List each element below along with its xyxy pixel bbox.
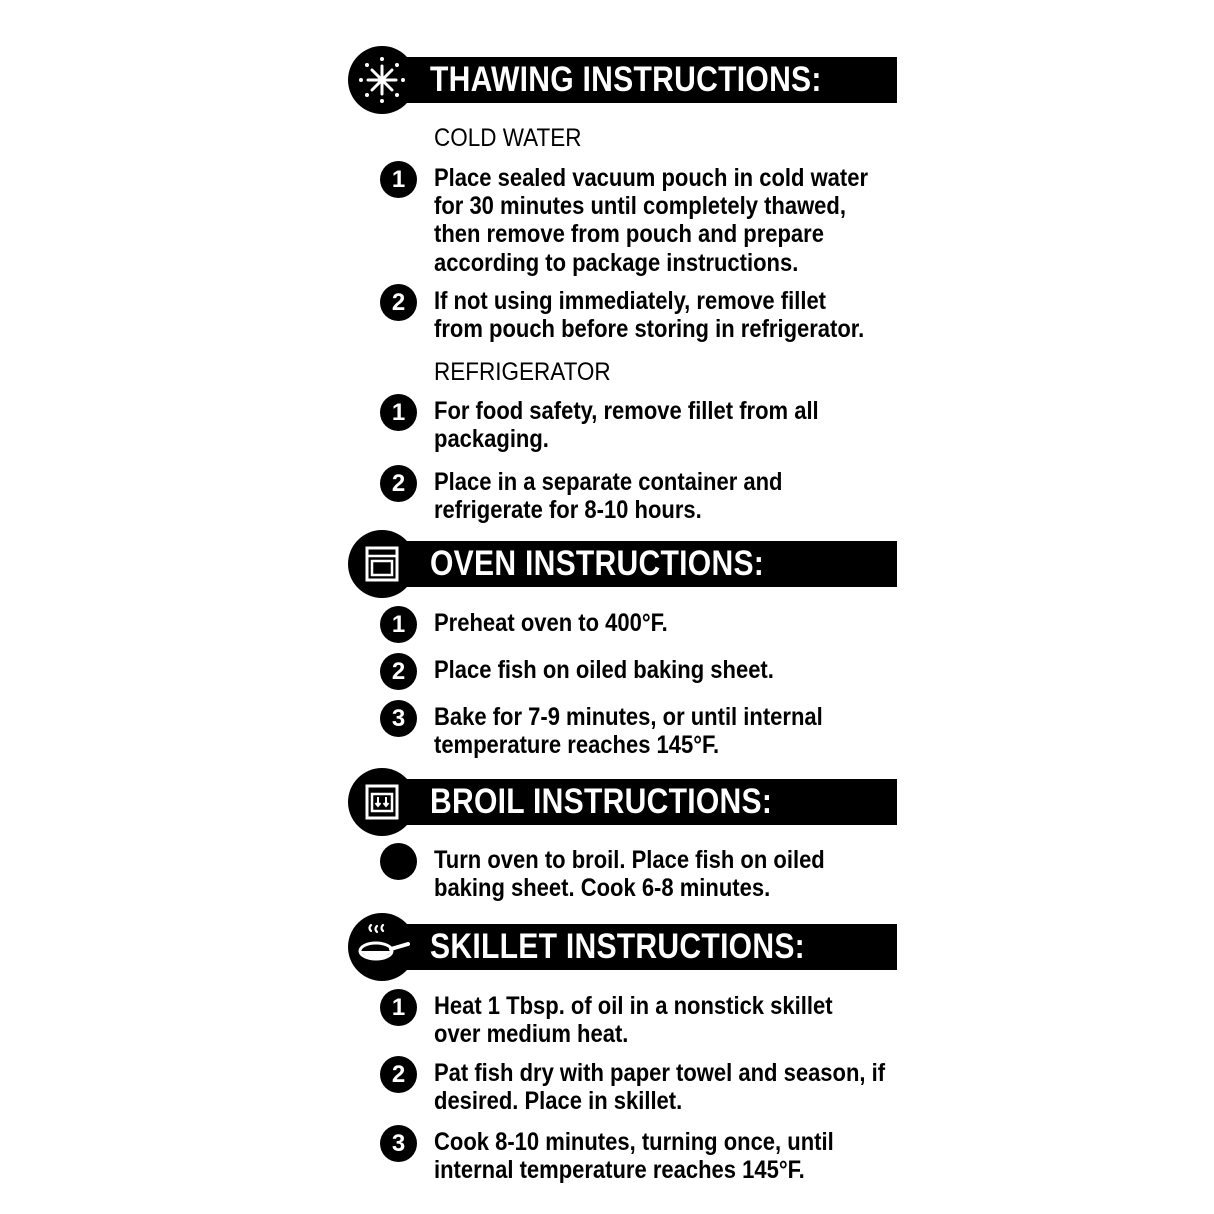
- refrigerator-step-1-text: For food safety, remove fillet from all packaging.: [434, 397, 819, 454]
- refrigerator-step-1-number: 1: [380, 394, 417, 431]
- refrigerator-step-2-text: Place in a separate container and refrigerate for 8-10 hours.: [434, 468, 783, 525]
- cold-water-step-1-number: 1: [380, 161, 417, 198]
- skillet-step-1-text: Heat 1 Tbsp. of oil in a nonstick skillet over medium heat.: [434, 992, 833, 1049]
- thawing-title: THAWING INSTRUCTIONS:: [430, 60, 822, 99]
- broiler-icon: [361, 781, 403, 823]
- skillet-badge: [348, 913, 416, 981]
- cold-water-step-1-text: Place sealed vacuum pouch in cold water for 30 minutes until completely thawed, then remove from pouch and prepare according to package instructions.: [434, 164, 869, 277]
- skillet-icon: [354, 922, 410, 972]
- cold-water-step-2-text: If not using immediately, remove fillet from pouch before storing in refrigerator.: [434, 287, 865, 344]
- broil-title: BROIL INSTRUCTIONS:: [430, 782, 773, 821]
- skillet-step-3-number: 3: [380, 1125, 417, 1162]
- cold-water-step-2-number: 2: [380, 284, 417, 321]
- broil-badge: [348, 768, 416, 836]
- skillet-step-3-text: Cook 8-10 minutes, turning once, until internal temperature reaches 145°F.: [434, 1128, 834, 1185]
- oven-icon: [361, 543, 403, 585]
- broil-step-bullet: [380, 843, 417, 880]
- snowflake-icon: [357, 55, 407, 105]
- oven-step-3-number: 3: [380, 700, 417, 737]
- refrigerator-step-2-number: 2: [380, 465, 417, 502]
- oven-step-2-text: Place fish on oiled baking sheet.: [434, 656, 774, 684]
- broil-step-text: Turn oven to broil. Place fish on oiled baking sheet. Cook 6-8 minutes.: [434, 846, 825, 903]
- skillet-step-2-text: Pat fish dry with paper towel and season, if desired. Place in skillet.: [434, 1059, 886, 1116]
- skillet-title: SKILLET INSTRUCTIONS:: [430, 927, 805, 966]
- oven-title: OVEN INSTRUCTIONS:: [430, 544, 765, 583]
- skillet-step-1-number: 1: [380, 989, 417, 1026]
- oven-step-1-number: 1: [380, 606, 417, 643]
- oven-badge: [348, 530, 416, 598]
- thawing-badge: [348, 46, 416, 114]
- cold-water-label: COLD WATER: [434, 124, 582, 152]
- oven-step-3-text: Bake for 7-9 minutes, or until internal temperature reaches 145°F.: [434, 703, 823, 760]
- oven-step-2-number: 2: [380, 653, 417, 690]
- refrigerator-label: REFRIGERATOR: [434, 358, 611, 386]
- oven-step-1-text: Preheat oven to 400°F.: [434, 609, 668, 637]
- skillet-step-2-number: 2: [380, 1056, 417, 1093]
